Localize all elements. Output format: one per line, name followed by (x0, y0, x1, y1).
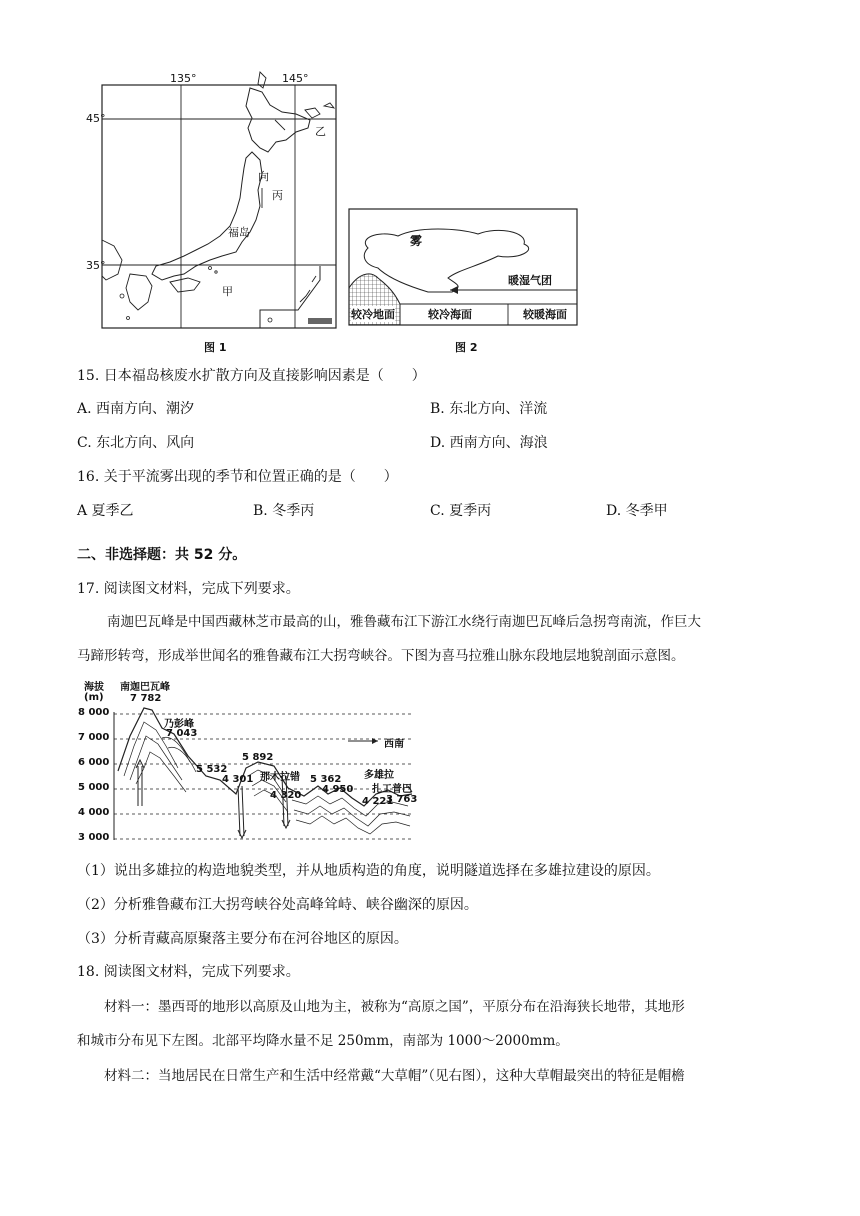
namula-label: 那木拉错 (260, 772, 300, 783)
section2-heading: 二、非选择题：共 52 分。 (77, 547, 247, 563)
figure2-diagram (348, 208, 578, 326)
q18-material2-line1: 材料二：当地居民在日常生产和生活中经常戴“大草帽”（见右图），这种大草帽最突出的特征是帽檐 (104, 1068, 685, 1084)
place-jia-label: 甲 (222, 285, 233, 298)
h5532-label: 5 532 (196, 764, 228, 775)
warm-sea-label: 较暖海面 (523, 308, 567, 321)
q15-option-b[interactable]: B. 东北方向、洋流 (430, 401, 548, 417)
warm-air-label: 暖湿气团 (508, 274, 552, 287)
q18-stem: 18. 阅读图文材料，完成下列要求。 (77, 964, 300, 980)
h4301-label: 4 301 (222, 774, 254, 785)
lon-135-label: 135° (170, 72, 197, 85)
y-tick-5000: 5 000 (78, 782, 110, 793)
q18-material1-line1: 材料一：墨西哥的地形以高原及山地为主，被称为“高原之国”，平原分布在沿海狭长地带，其地形 (104, 999, 685, 1015)
y-title-altitude: 海拔 (84, 682, 104, 693)
q16-option-d[interactable]: D. 冬季甲 (606, 503, 668, 519)
peak-naipeng-label: 乃彭峰 (164, 719, 194, 730)
y-tick-4000: 4 000 (78, 807, 110, 818)
y-tick-7000: 7 000 (78, 732, 110, 743)
himalaya-profile (78, 676, 418, 846)
zhagong-label: 扎工普巴 (372, 784, 412, 795)
peak-namcha-label: 南迦巴瓦峰 (120, 682, 170, 693)
figure1-caption: 图 1 (204, 341, 227, 354)
figure2-caption: 图 2 (455, 341, 478, 354)
q17-material-line2: 马蹄形转弯，形成举世闻名的雅鲁藏布江大拐弯峡谷。下图为喜马拉雅山脉东段地层地貌剖面示意图。 (77, 648, 685, 664)
direction-label: 西南 (384, 739, 404, 750)
h4221-label: 4 221 (362, 796, 394, 807)
lat-45-label: 45° (86, 112, 106, 125)
q17-sub2: （2）分析雅鲁藏布江大拐弯峡谷处高峰耸峙、峡谷幽深的原因。 (77, 897, 478, 913)
fog-label: 雾 (410, 234, 423, 248)
q18-material1-line2: 和城市分布见下左图。北部平均降水量不足 250mm，南部为 1000～2000mm。 (77, 1033, 569, 1049)
cold-land-label: 较冷地面 (351, 308, 395, 321)
y-tick-3000: 3 000 (78, 832, 110, 843)
lon-145-label: 145° (282, 72, 309, 85)
q16-option-b[interactable]: B. 冬季丙 (253, 503, 315, 519)
q17-sub1: （1）说出多雄拉的构造地貌类型，并从地质构造的角度，说明隧道选择在多雄拉建设的原因。 (77, 863, 660, 879)
q16-option-a[interactable]: A 夏季乙 (77, 503, 134, 519)
q15-stem: 15. 日本福岛核废水扩散方向及直接影响因素是（ ） (77, 368, 426, 384)
q16-stem: 16. 关于平流雾出现的季节和位置正确的是（ ） (77, 469, 398, 485)
h4320-label: 4 320 (270, 790, 302, 801)
peak-naipeng-height: 7 043 (166, 728, 198, 739)
place-xiang-label: 向 (258, 170, 269, 183)
y-tick-8000: 8 000 (78, 707, 110, 718)
place-bing-label: 丙 (272, 189, 283, 202)
q15-option-c[interactable]: C. 东北方向、风向 (77, 435, 195, 451)
q17-material-line1: 南迦巴瓦峰是中国西藏林芝市最高的山，雅鲁藏布江下游江水绕行南迦巴瓦峰后急拐弯南流，作巨大 (107, 614, 701, 630)
cold-sea-label: 较冷海面 (428, 308, 472, 321)
figure1-map (86, 70, 340, 330)
q17-sub3: （3）分析青藏高原聚落主要分布在河谷地区的原因。 (77, 931, 408, 947)
h5362-label: 5 362 (310, 774, 342, 785)
japan-map-svg (100, 70, 340, 330)
place-yi-label: 乙 (315, 125, 326, 138)
q15-option-a[interactable]: A. 西南方向、潮汐 (77, 401, 195, 417)
q16-option-c[interactable]: C. 夏季丙 (430, 503, 492, 519)
h5892-label: 5 892 (242, 752, 274, 763)
y-title-unit: (m) (84, 692, 104, 703)
duoxiongla-label: 多雄拉 (364, 770, 394, 781)
q17-stem: 17. 阅读图文材料，完成下列要求。 (77, 581, 300, 597)
y-tick-6000: 6 000 (78, 757, 110, 768)
lat-35-label: 35° (86, 259, 106, 272)
h4950-label: 4 950 (322, 784, 354, 795)
place-fukushima-label: 福岛 (228, 226, 250, 239)
h3763-label: 3 763 (386, 794, 418, 805)
peak-namcha-height: 7 782 (130, 693, 162, 704)
q15-option-d[interactable]: D. 西南方向、海浪 (430, 435, 548, 451)
